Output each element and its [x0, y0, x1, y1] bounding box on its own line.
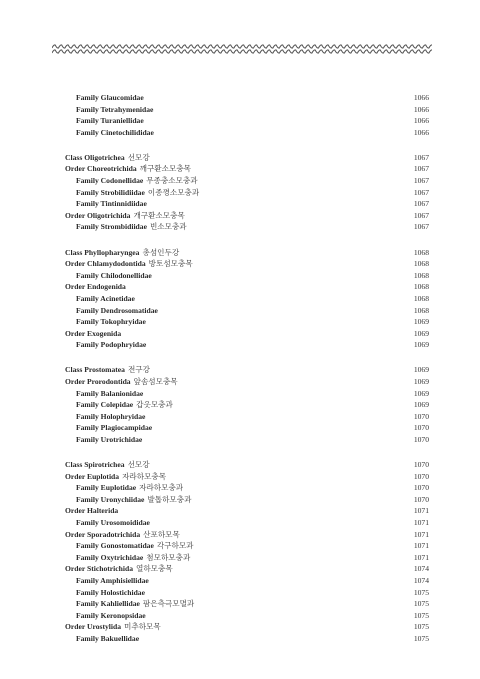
korean-name: 팜은측극모멸과 — [142, 599, 195, 609]
page-number: 1075 — [413, 633, 429, 643]
korean-name: 깨구환소모충목 — [139, 164, 191, 174]
taxon-name: Order Prorodontida — [65, 376, 131, 386]
toc-family-entry[interactable] — [65, 92, 429, 104]
toc-entry-title — [65, 610, 146, 622]
page-number: 1071 — [413, 552, 429, 562]
toc-entry-title — [65, 339, 146, 351]
toc-entry-title — [65, 293, 135, 305]
page-number: 1067 — [413, 152, 429, 162]
korean-name: 선모강 — [127, 460, 150, 470]
toc-family-entry[interactable] — [65, 517, 429, 529]
toc-entry-title — [65, 198, 147, 210]
taxon-name: Family Chilodonellidae — [76, 270, 152, 280]
toc-section — [65, 459, 429, 645]
toc-entry-title — [65, 540, 194, 552]
toc-entry-title — [65, 104, 153, 116]
toc-entry-title — [65, 152, 150, 164]
toc-entry-title — [65, 471, 166, 483]
taxon-name: Class Oligotrichea — [65, 152, 125, 162]
taxon-name: Family Strombidiidae — [76, 222, 147, 232]
taxon-name: Order Sporadotrichida — [65, 529, 141, 539]
taxon-name: Family Oxytrichidae — [76, 552, 144, 562]
toc-section — [65, 364, 429, 445]
toc-family-entry[interactable] — [65, 115, 429, 127]
page-number: 1070 — [413, 483, 429, 493]
korean-name: 각구하모과 — [156, 541, 194, 551]
toc-order-entry[interactable] — [65, 563, 429, 575]
page-number: 1069 — [413, 328, 429, 338]
page-number: 1067 — [413, 164, 429, 174]
taxon-name: Family Codonellidae — [76, 176, 144, 186]
toc-entry-title — [65, 210, 185, 222]
toc-family-entry[interactable] — [65, 540, 429, 552]
toc-entry-title — [65, 175, 198, 187]
korean-name: 열하모충목 — [136, 564, 173, 574]
taxon-name: Family Balanionidae — [76, 388, 144, 398]
taxon-name: Family Tintinnidiidae — [76, 199, 147, 209]
toc-family-entry[interactable] — [65, 127, 429, 139]
toc-family-entry[interactable] — [65, 494, 429, 506]
toc-order-entry[interactable] — [65, 210, 429, 222]
toc-order-entry[interactable] — [65, 328, 429, 340]
page-number: 1071 — [413, 529, 429, 539]
korean-name: 방토섬모충목 — [148, 259, 193, 269]
toc-entry-title — [65, 482, 183, 494]
page-number: 1069 — [413, 388, 429, 398]
toc-entry-title — [65, 434, 142, 446]
toc-entry-title — [65, 127, 154, 139]
toc-entry-title — [65, 517, 150, 529]
toc-entry-title — [65, 552, 190, 564]
taxon-name: Family Glaucomidae — [76, 93, 144, 102]
toc-entry-title — [65, 494, 191, 506]
toc-entry-title — [65, 505, 118, 517]
table-of-contents — [65, 92, 429, 658]
toc-family-entry[interactable] — [65, 198, 429, 210]
toc-family-entry[interactable] — [65, 316, 429, 328]
taxon-name: Family Uronychiidae — [76, 494, 145, 504]
taxon-name: Class Phyllopharyngea — [65, 247, 140, 257]
korean-name: 첨모하모충과 — [146, 552, 191, 562]
toc-family-entry[interactable] — [65, 434, 429, 446]
toc-entry-title — [65, 258, 193, 270]
toc-entry-title — [65, 459, 150, 471]
toc-entry-title — [65, 529, 180, 541]
toc-order-entry[interactable] — [65, 505, 429, 517]
page-number: 1066 — [413, 116, 429, 126]
taxon-name: Family Amphisiellidae — [76, 575, 149, 585]
korean-name: 발톱하모충과 — [147, 494, 192, 504]
taxon-name: Family Strobilidiidae — [76, 187, 145, 197]
toc-family-entry[interactable] — [65, 633, 429, 645]
toc-entry-title — [65, 316, 146, 328]
toc-order-entry[interactable] — [65, 621, 429, 633]
toc-order-entry[interactable] — [65, 529, 429, 541]
toc-family-entry[interactable] — [65, 388, 429, 400]
korean-name: 앞솜섬모충목 — [133, 376, 178, 386]
toc-class-entry[interactable] — [65, 459, 429, 471]
page-number: 1069 — [413, 400, 429, 410]
toc-entry-title — [65, 422, 152, 434]
taxon-name: Family Plagiocampidae — [76, 423, 153, 433]
taxon-name: Family Gonostomatidae — [76, 541, 154, 551]
korean-name: 선모강 — [127, 152, 150, 162]
korean-name: 무종충소모충과 — [146, 176, 198, 186]
toc-entry-title — [65, 364, 150, 376]
taxon-name: Family Bakuellidae — [76, 633, 140, 643]
page-number: 1068 — [413, 293, 429, 303]
toc-entry-title — [65, 587, 145, 599]
page-number: 1070 — [413, 460, 429, 470]
taxon-name: Family Dendrosomatidae — [76, 305, 158, 315]
toc-entry-title — [65, 328, 121, 340]
toc-family-entry[interactable] — [65, 482, 429, 494]
page-number: 1070 — [413, 423, 429, 433]
toc-entry-title — [65, 376, 178, 388]
toc-family-entry[interactable] — [65, 293, 429, 305]
taxon-name: Order Halterida — [65, 506, 119, 516]
toc-family-entry[interactable] — [65, 610, 429, 622]
page-number: 1068 — [413, 305, 429, 315]
page-number: 1067 — [413, 222, 429, 232]
page-number: 1075 — [413, 599, 429, 609]
toc-family-entry[interactable] — [65, 399, 429, 411]
taxon-name: Order Stichotrichida — [65, 564, 133, 574]
korean-name: 개구환소모충목 — [133, 210, 185, 220]
page-number: 1066 — [413, 104, 429, 114]
korean-name: 이종꼉소모충과 — [147, 187, 200, 197]
page-number: 1075 — [413, 610, 429, 620]
toc-order-entry[interactable] — [65, 471, 429, 483]
page-number: 1068 — [413, 247, 429, 257]
taxon-name: Family Cinetochilididae — [76, 127, 154, 137]
decorative-wave-border — [52, 40, 432, 58]
page-number: 1070 — [413, 494, 429, 504]
korean-name: 빈소모충과 — [149, 222, 187, 232]
page-number: 1070 — [413, 434, 429, 444]
toc-family-entry[interactable] — [65, 598, 429, 610]
toc-family-entry[interactable] — [65, 187, 429, 199]
taxon-name: Family Holophryidae — [76, 411, 146, 421]
toc-entry-title — [65, 281, 126, 293]
page-number: 1071 — [413, 541, 429, 551]
page-number: 1070 — [413, 411, 429, 421]
page-number: 1067 — [413, 176, 429, 186]
taxon-name: Family Holostichidae — [76, 587, 145, 597]
taxon-name: Order Endogenida — [65, 282, 126, 292]
page-number: 1071 — [413, 518, 429, 527]
toc-entry-title — [65, 411, 145, 423]
taxon-name: Class Spirotrichea — [65, 460, 125, 470]
toc-entry-title — [65, 115, 144, 127]
toc-entry-title — [65, 563, 173, 575]
page-number: 1069 — [413, 317, 429, 327]
toc-entry-title — [65, 247, 179, 259]
toc-entry-title — [65, 388, 143, 400]
toc-order-entry[interactable] — [65, 376, 429, 388]
toc-family-entry[interactable] — [65, 270, 429, 282]
taxon-name: Family Urosomoididae — [76, 518, 150, 527]
toc-order-entry[interactable] — [65, 163, 429, 175]
toc-entry-title — [65, 399, 173, 411]
toc-section — [65, 152, 429, 233]
page-number: 1066 — [413, 93, 429, 102]
toc-entry-title — [65, 633, 139, 645]
taxon-name: Order Choreotrichida — [65, 164, 137, 174]
toc-family-entry[interactable] — [65, 411, 429, 423]
toc-family-entry[interactable] — [65, 422, 429, 434]
toc-section — [65, 92, 429, 138]
page-number: 1069 — [413, 376, 429, 386]
toc-family-entry[interactable] — [65, 104, 429, 116]
toc-entry-title — [65, 575, 149, 587]
taxon-name: Family Colepidae — [76, 400, 134, 410]
taxon-name: Order Chlamydodontida — [65, 259, 146, 269]
page-number: 1067 — [413, 210, 429, 220]
taxon-name: Family Tokophryidae — [76, 317, 146, 327]
toc-class-entry[interactable] — [65, 152, 429, 164]
korean-name: 자라하모충과 — [139, 483, 184, 493]
page-number: 1069 — [413, 340, 429, 350]
taxon-name: Order Euplotida — [65, 471, 120, 481]
taxon-name: Family Acinetidae — [76, 293, 135, 303]
korean-name: 산포하모목 — [143, 529, 180, 539]
toc-entry-title — [65, 621, 161, 633]
taxon-name: Order Exogenida — [65, 328, 122, 338]
korean-name: 갑옷모충과 — [136, 400, 173, 410]
page-number: 1071 — [413, 506, 429, 516]
page-number: 1066 — [413, 127, 429, 137]
taxon-name: Family Urotrichidae — [76, 434, 143, 444]
taxon-name: Order Urostylida — [65, 622, 122, 632]
toc-family-entry[interactable] — [65, 175, 429, 187]
korean-name: 자라하모충목 — [122, 471, 167, 481]
toc-entry-title — [65, 163, 191, 175]
page-number: 1068 — [413, 282, 429, 292]
toc-entry-title — [65, 305, 158, 317]
page-number: 1068 — [413, 259, 429, 269]
taxon-name: Family Kahliellidae — [76, 599, 140, 609]
taxon-name: Family Podophryidae — [76, 340, 147, 350]
page-number: 1070 — [413, 471, 429, 481]
toc-section — [65, 247, 429, 351]
page-number: 1068 — [413, 270, 429, 280]
korean-name: 미추하모목 — [124, 622, 161, 632]
toc-class-entry[interactable] — [65, 247, 429, 259]
toc-family-entry[interactable] — [65, 587, 429, 599]
toc-entry-title — [65, 598, 194, 610]
toc-order-entry[interactable] — [65, 281, 429, 293]
page-number: 1067 — [413, 187, 429, 197]
taxon-name: Family Euplotidae — [76, 483, 137, 493]
page-number: 1074 — [413, 564, 429, 574]
taxon-name: Class Prostomatea — [65, 365, 125, 375]
toc-entry-title — [65, 221, 187, 233]
toc-entry-title — [65, 187, 199, 199]
toc-entry-title — [65, 92, 144, 104]
taxon-name: Family Turaniellidae — [76, 116, 144, 126]
page-number: 1074 — [413, 575, 429, 585]
page-number: 1075 — [413, 587, 429, 597]
page-number: 1067 — [413, 199, 429, 209]
taxon-name: Family Tetrahymenidae — [76, 104, 154, 114]
page-number: 1075 — [413, 622, 429, 632]
toc-family-entry[interactable] — [65, 575, 429, 587]
toc-family-entry[interactable] — [65, 305, 429, 317]
page-number: 1069 — [413, 365, 429, 375]
toc-class-entry[interactable] — [65, 364, 429, 376]
toc-order-entry[interactable] — [65, 258, 429, 270]
toc-family-entry[interactable] — [65, 339, 429, 351]
taxon-name: Order Oligotrichida — [65, 210, 131, 220]
korean-name: 총섬인두강 — [142, 247, 180, 257]
korean-name: 전구강 — [127, 365, 150, 375]
toc-family-entry[interactable] — [65, 221, 429, 233]
toc-family-entry[interactable] — [65, 552, 429, 564]
taxon-name: Family Keronopsidae — [76, 610, 146, 620]
toc-entry-title — [65, 270, 152, 282]
